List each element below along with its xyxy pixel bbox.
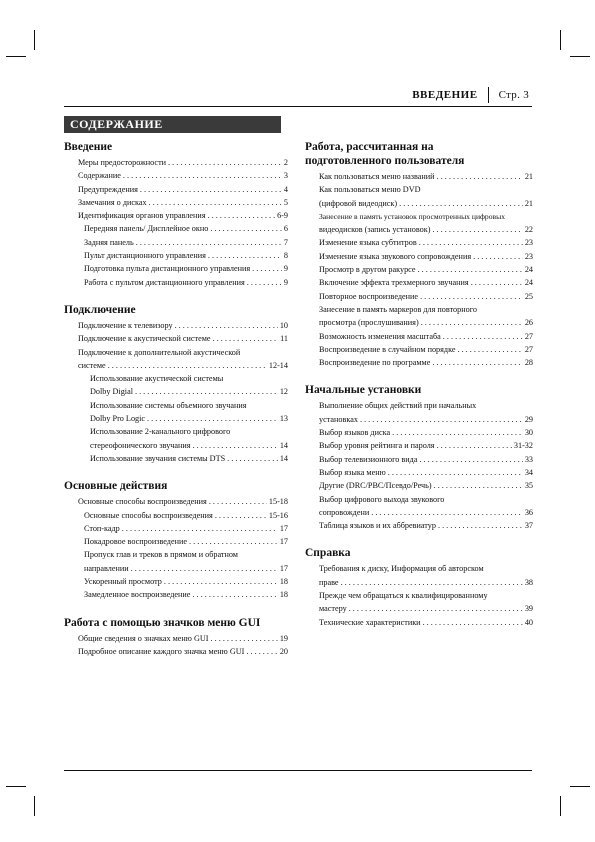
toc-entry[interactable]: Повторное воспроизведение . . . 25 bbox=[305, 290, 533, 303]
footer-rule bbox=[64, 770, 532, 771]
toc-left-column bbox=[64, 140, 288, 670]
section-title: Работа, рассчитанная на bbox=[305, 141, 434, 153]
section-title: Справка bbox=[305, 547, 351, 560]
toc-entry[interactable]: Выбор языка меню . . . 34 bbox=[305, 466, 533, 479]
toc-subentry[interactable]: Покадровое воспроизведение . . . 17 bbox=[64, 535, 288, 548]
toc-entry[interactable]: Замечания о дисках . . . 5 bbox=[64, 196, 288, 209]
toc-entry[interactable]: Требования к диску, Информация об авторском праве . . . 38 bbox=[305, 562, 533, 589]
toc-entry[interactable]: Воспроизведение по программе . . . 28 bbox=[305, 356, 533, 369]
crop-mark bbox=[560, 796, 561, 816]
toc-entry[interactable]: Занесение в память маркеров для повторного просмотра (прослушивания) . . . 26 bbox=[305, 303, 533, 330]
toc-section-advanced bbox=[305, 140, 533, 369]
section-title: Основные действия bbox=[64, 480, 168, 493]
header-section: ВВЕДЕНИЕ bbox=[412, 89, 478, 101]
toc-entry[interactable]: Содержание . . . 3 bbox=[64, 169, 288, 182]
toc-entry[interactable]: Изменение языка субтитров . . . 23 bbox=[305, 236, 533, 249]
toc-section-setup bbox=[305, 383, 533, 532]
toc-entry[interactable]: Как пользоваться меню названий . . . 21 bbox=[305, 170, 533, 183]
toc-subentry[interactable]: Пропуск глав и треков в прямом и обратном направлении . . . 17 bbox=[64, 548, 288, 575]
crop-mark bbox=[6, 56, 26, 57]
toc-entry[interactable]: Выбор телевизионного вида . . . 33 bbox=[305, 453, 533, 466]
toc-entry[interactable]: Возможность изменения масштаба . . . 27 bbox=[305, 330, 533, 343]
crop-mark bbox=[34, 796, 35, 816]
toc-subentry[interactable]: Использование акустической системы Dolby Digial . . . 12 bbox=[64, 372, 288, 399]
toc-entry[interactable]: Выбор цифрового выхода звукового сопровождени . . . 36 bbox=[305, 493, 533, 520]
toc-subentry[interactable]: Основные способы воспроизведения . . . 15-16 bbox=[64, 509, 288, 522]
toc-subentry[interactable]: Работа с пультом дистанционного управления . . . 9 bbox=[64, 276, 288, 289]
contents-banner: СОДЕРЖАНИЕ bbox=[64, 116, 281, 133]
toc-entry[interactable]: Прежде чем обращаться к квалифицированному мастеру . . . 39 bbox=[305, 589, 533, 616]
crop-mark bbox=[570, 786, 590, 787]
section-title-continued: подготовленного пользователя bbox=[305, 155, 465, 167]
toc-subentry[interactable]: Пульт дистанционного управления . . . 8 bbox=[64, 249, 288, 262]
toc-subentry[interactable]: Замедленное воспроизведение . . . 18 bbox=[64, 588, 288, 601]
toc-entry[interactable]: Включение эффекта трехмерного звучания . . . 24 bbox=[305, 276, 533, 289]
toc-section-gui bbox=[64, 616, 288, 659]
toc-subentry[interactable]: Передняя панель/ Дисплейное окно . . . 6 bbox=[64, 222, 288, 235]
section-title: Введение bbox=[64, 141, 113, 153]
section-title: Подключение bbox=[64, 303, 136, 316]
toc-entry[interactable]: Технические характеристики . . . 40 bbox=[305, 616, 533, 629]
toc-entry[interactable]: Общие сведения о значках меню GUI . . . 19 bbox=[64, 632, 288, 645]
header-rule bbox=[64, 106, 532, 107]
toc-entry[interactable]: Как пользоваться меню DVD (цифровой видеодиск) . . . 21 bbox=[305, 183, 533, 210]
toc-section-connection bbox=[64, 303, 288, 465]
header-divider bbox=[488, 87, 489, 103]
crop-mark bbox=[6, 786, 26, 787]
toc-entry[interactable]: Предупреждения . . . 4 bbox=[64, 183, 288, 196]
toc-entry[interactable]: Выбор языков диска . . . 30 bbox=[305, 426, 533, 439]
section-title: Начальные установки bbox=[305, 384, 422, 397]
toc-entry[interactable]: Просмотр в другом ракурсе . . . 24 bbox=[305, 263, 533, 276]
toc-entry[interactable]: Идентификация органов управления . . . 6-9 bbox=[64, 209, 288, 222]
toc-subentry[interactable]: Подготовка пульта дистанционного управления . . . 9 bbox=[64, 262, 288, 275]
page-number: Стр. 3 bbox=[498, 89, 529, 101]
toc-subentry[interactable]: Использование 2-канального цифрового стереофонического звучания . . . 14 bbox=[64, 425, 288, 452]
crop-mark bbox=[570, 56, 590, 57]
toc-subentry[interactable]: Использование звучания системы DTS . . . 14 bbox=[64, 452, 288, 465]
section-title: Работа с помощью значков меню GUI bbox=[64, 616, 261, 629]
toc-subentry[interactable]: Стоп-кадр . . . 17 bbox=[64, 522, 288, 535]
toc-entry[interactable]: Основные способы воспроизведения . . . 15-18 bbox=[64, 495, 288, 508]
toc-entry[interactable]: Подробное описание каждого значка меню GUI . . . 20 bbox=[64, 645, 288, 658]
crop-mark bbox=[560, 30, 561, 50]
toc-subentry[interactable]: Ускоренный просмотр . . . 18 bbox=[64, 575, 288, 588]
toc-entry[interactable]: Воспроизведение в случайном порядке . . . 27 bbox=[305, 343, 533, 356]
toc-section-reference bbox=[305, 546, 533, 628]
toc-entry[interactable]: Подключение к акустической системе . . . 11 bbox=[64, 332, 288, 345]
toc-entry[interactable]: Таблица языков и их аббревиатур . . . 37 bbox=[305, 519, 533, 532]
page-header bbox=[412, 86, 529, 104]
toc-entry[interactable]: Подключение к дополнительной акустической системе . . . 12-14 bbox=[64, 346, 288, 373]
toc-section-intro bbox=[64, 140, 288, 289]
crop-mark bbox=[34, 30, 35, 50]
toc-subentry[interactable]: Использование системы объемного звучания Dolby Pro Logic . . . 13 bbox=[64, 399, 288, 426]
toc-entry[interactable]: Подключение к телевизору . . . 10 bbox=[64, 319, 288, 332]
toc-section-basic bbox=[64, 479, 288, 601]
toc-entry[interactable]: Выбор уровня рейтинга и пароля . . . 31-32 bbox=[305, 439, 533, 452]
toc-right-column bbox=[305, 140, 533, 641]
toc-entry[interactable]: Выполнение общих действий при начальных установках . . . 29 bbox=[305, 399, 533, 426]
toc-entry[interactable]: Меры предосторожности . . . 2 bbox=[64, 156, 288, 169]
toc-entry[interactable]: Изменение языка звукового сопровождения . . . 23 bbox=[305, 250, 533, 263]
toc-entry[interactable]: Другие (DRC/PBC/Псевдо/Речь) . . . 35 bbox=[305, 479, 533, 492]
toc-entry[interactable]: Занесение в память установок просмотренных цифровых видеодисков (запись установок) . . . 22 bbox=[305, 210, 533, 237]
toc-subentry[interactable]: Задняя панель . . . 7 bbox=[64, 236, 288, 249]
